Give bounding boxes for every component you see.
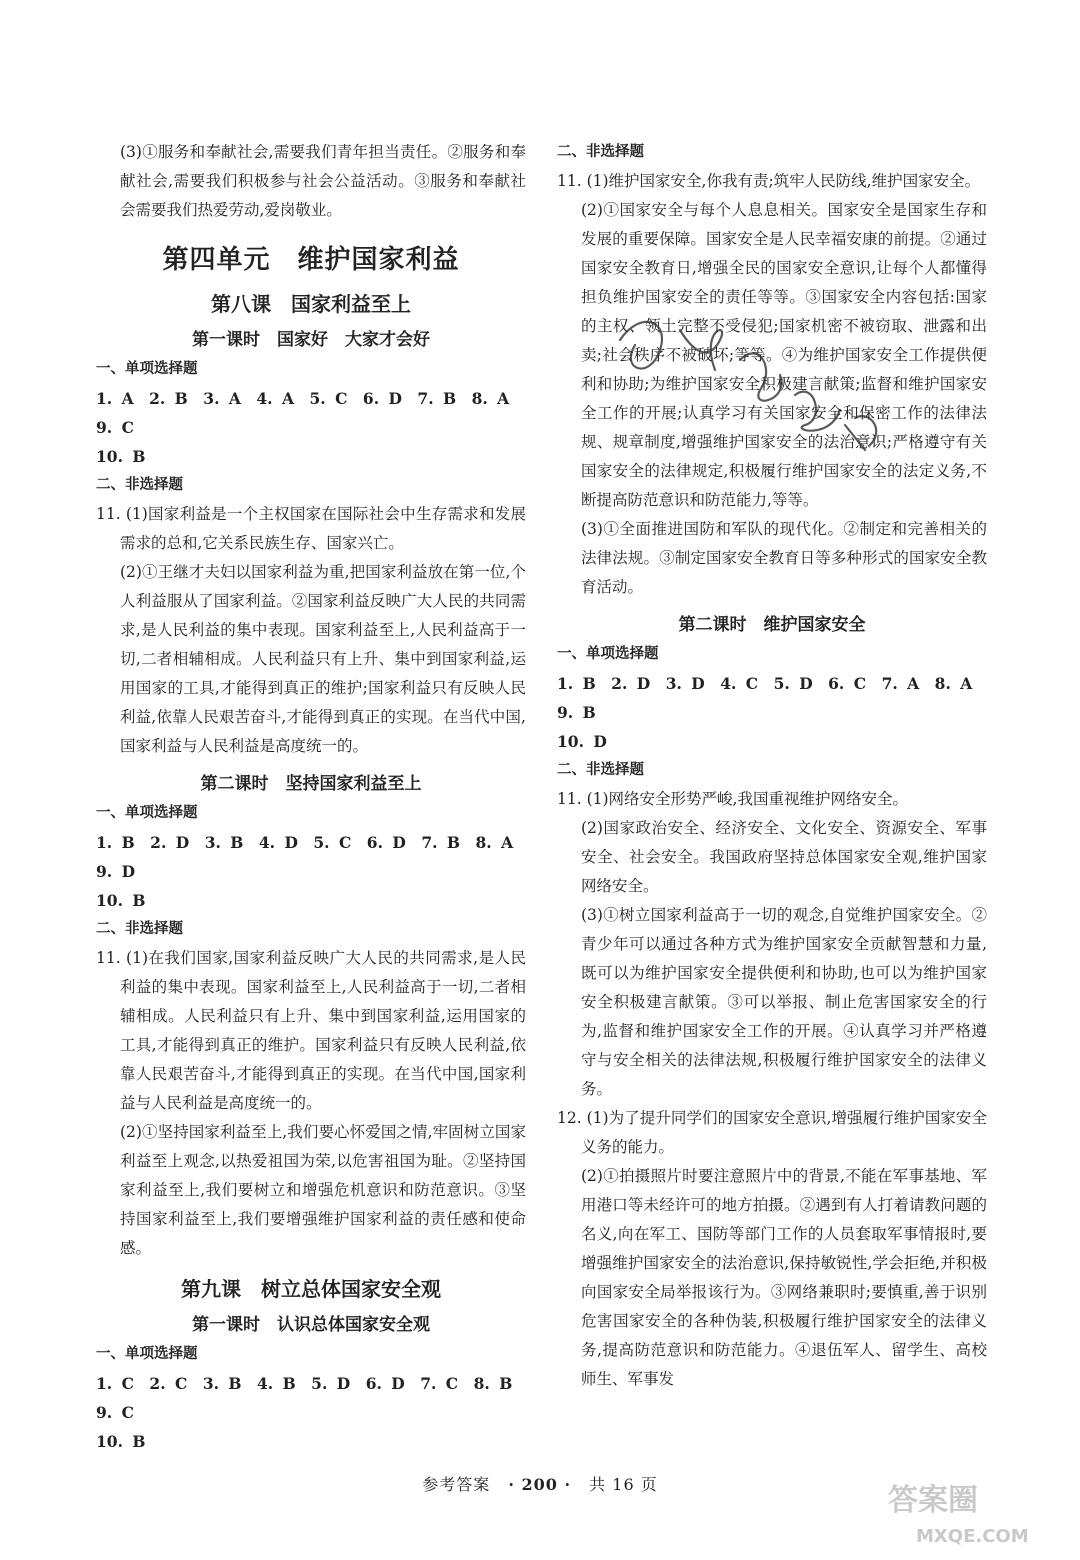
answer-paragraph: 12. (1)为了提升同学们的国家安全意识,增强履行维护国家安全义务的能力。 <box>557 1109 987 1156</box>
answer-paragraph: (2)国家政治安全、经济安全、文化安全、资源安全、军事安全、社会安全。我国政府坚持总体国家安全观,维护国家网络安全。 <box>581 819 987 895</box>
answer-paragraph: 11. (1)国家利益是一个主权国家在国际社会中生存需求和发展需求的总和,它关系民族生存、国家兴亡。 <box>96 505 526 552</box>
period-title: 第二课时 维护国家安全 <box>678 615 866 635</box>
answer-paragraph: (2)①国家安全与每个人息息相关。国家安全是国家生存和发展的重要保障。国家安全是人民幸福安康的前提。②通过国家安全教育日,增强全民的国家安全意识,让每个人都懂得担负维护国家安全的责任等等。③国家安全内容包括:国家的主权、领土完整不受侵犯;国家机密不被窃取、泄露和出卖;社会秩序不被破坏;等等。④为维护国家安全工作提供便利和协助;为维护国家安全积极建言献策;监督和维护国家安全工作的开展;认真学习有关国家安全和保密工作的法律法规、规章制度,增强维护国家安全的法治意识;严格遵守有关国家安全的法律规定,积极履行维护国家安全的法定义务,不断提高防范意识和防范能力,等等。 <box>581 201 987 509</box>
choice-answers: 10. B <box>96 891 146 910</box>
lesson-title: 第九课 树立总体国家安全观 <box>181 1277 441 1301</box>
section-heading: 二、非选择题 <box>557 762 644 778</box>
page-number: · 200 · <box>508 1475 572 1494</box>
page-total: 共 16 页 <box>589 1475 658 1494</box>
section-heading: 一、单项选择题 <box>96 805 198 821</box>
section-heading: 一、单项选择题 <box>96 1346 198 1362</box>
period-title: 第二课时 坚持国家利益至上 <box>200 774 422 794</box>
answer-paragraph: 11. (1)在我们国家,国家利益反映广大人民的共同需求,是人民利益的集中表现。国家利益至上,人民利益高于一切,二者相辅相成。人民利益只有上升、集中到国家利益,运用国家的工具,才能得到真正的维护。国家利益只有反映人民利益,依靠人民艰苦奋斗,才能得到真正的实现。在当代中国,国家利益与人民利益是高度统一的。 <box>96 949 526 1112</box>
choice-answers: 10. D <box>557 732 607 751</box>
choice-answers: 10. B <box>96 1432 146 1451</box>
answer-paragraph: (2)①拍摄照片时要注意照片中的背景,不能在军事基地、军用港口等未经许可的地方拍摄。②遇到有人打着请教问题的名义,向在军工、国防等部门工作的人员套取军事情报时,要增强维护国家安全的法治意识,保持敏锐性,学会拒绝,并积极向国家安全局举报该行为。③网络兼职时;要慎重,善于识别危害国家安全的各种伪装,积极履行维护国家安全的法律义务,提高防范意识和防范能力。④退伍军人、留学生、高校师生、军事发 <box>581 1167 987 1388</box>
lesson-title: 第八课 国家利益至上 <box>211 292 411 316</box>
answer-paragraph: (3)①树立国家利益高于一切的观念,自觉维护国家安全。②青少年可以通过各种方式为维护国家安全贡献智慧和力量,既可以为维护国家安全提供便利和协助,也可以为维护国家安全积极建言献策。③可以举报、制止危害国家安全的行为,监督和维护国家安全工作的开展。④认真学习并严格遵守与安全相关的法律法规,积极履行维护国家安全的法律义务。 <box>581 906 987 1098</box>
section-heading: 一、单项选择题 <box>557 646 659 662</box>
choice-answers: 1. C 2. C 3. B 4. B 5. D 6. D 7. C 8. B 9. C <box>96 1374 528 1422</box>
section-heading: 二、非选择题 <box>96 477 183 493</box>
section-heading: 二、非选择题 <box>557 144 644 160</box>
watermark-logo <box>880 1466 1070 1552</box>
answer-paragraph: 11. (1)网络安全形势严峻,我国重视维护网络安全。 <box>557 790 908 808</box>
answer-paragraph: (2)①王继才夫妇以国家利益为重,把国家利益放在第一位,个人利益服从了国家利益。②国家利益反映广大人民的共同需求,是人民利益的集中表现。国家利益至上,人民利益高于一切,二者相辅相成。人民利益只有上升、集中到国家利益,运用国家的工具,才能得到真正的维护;国家利益只有反映人民利益,依靠人民艰苦奋斗,才能得到真正的实现。在当代中国,国家利益与人民利益是高度统一的。 <box>120 563 526 755</box>
period-title: 第一课时 认识总体国家安全观 <box>192 1315 430 1335</box>
unit-title: 第四单元 维护国家利益 <box>162 245 460 275</box>
right-column <box>557 138 987 1394</box>
watermark-url: MXQE.COM <box>916 1526 1029 1547</box>
answer-paragraph: (3)①服务和奉献社会,需要我们青年担当责任。②服务和奉献社会,需要我们积极参与社会公益活动。③服务和奉献社会需要我们热爱劳动,爱岗敬业。 <box>120 143 526 219</box>
choice-answers: 10. B <box>96 447 146 466</box>
section-heading: 一、单项选择题 <box>96 361 198 377</box>
answer-paragraph: 11. (1)维护国家安全,你我有责;筑牢人民防线,维护国家安全。 <box>557 172 981 190</box>
period-title: 第一课时 国家好 大家才会好 <box>192 330 430 350</box>
left-column <box>96 138 529 1456</box>
watermark-text: 答案圈 <box>888 1483 978 1518</box>
choice-answers: 1. B 2. D 3. B 4. D 5. C 6. D 7. B 8. A 9. D <box>96 833 529 881</box>
section-heading: 二、非选择题 <box>96 921 183 937</box>
footer-label: 参考答案 <box>422 1475 491 1494</box>
answer-paragraph: (2)①坚持国家利益至上,我们要心怀爱国之情,牢固树立国家利益至上观念,以热爱祖国为荣,以危害祖国为耻。②坚持国家利益至上,我们要树立和增强危机意识和防范意识。③坚持国家利益至上,我们要增强维护国家利益的责任感和使命感。 <box>120 1123 526 1257</box>
choice-answers: 1. A 2. B 3. A 4. A 5. C 6. D 7. B 8. A 9. C <box>96 389 525 437</box>
choice-answers: 1. B 2. D 3. D 4. C 5. D 6. C 7. A 8. A 9. B <box>557 674 988 722</box>
answer-paragraph: (3)①全面推进国防和军队的现代化。②制定和完善相关的法律法规。③制定国家安全教育日等多种形式的国家安全教育活动。 <box>581 520 987 596</box>
